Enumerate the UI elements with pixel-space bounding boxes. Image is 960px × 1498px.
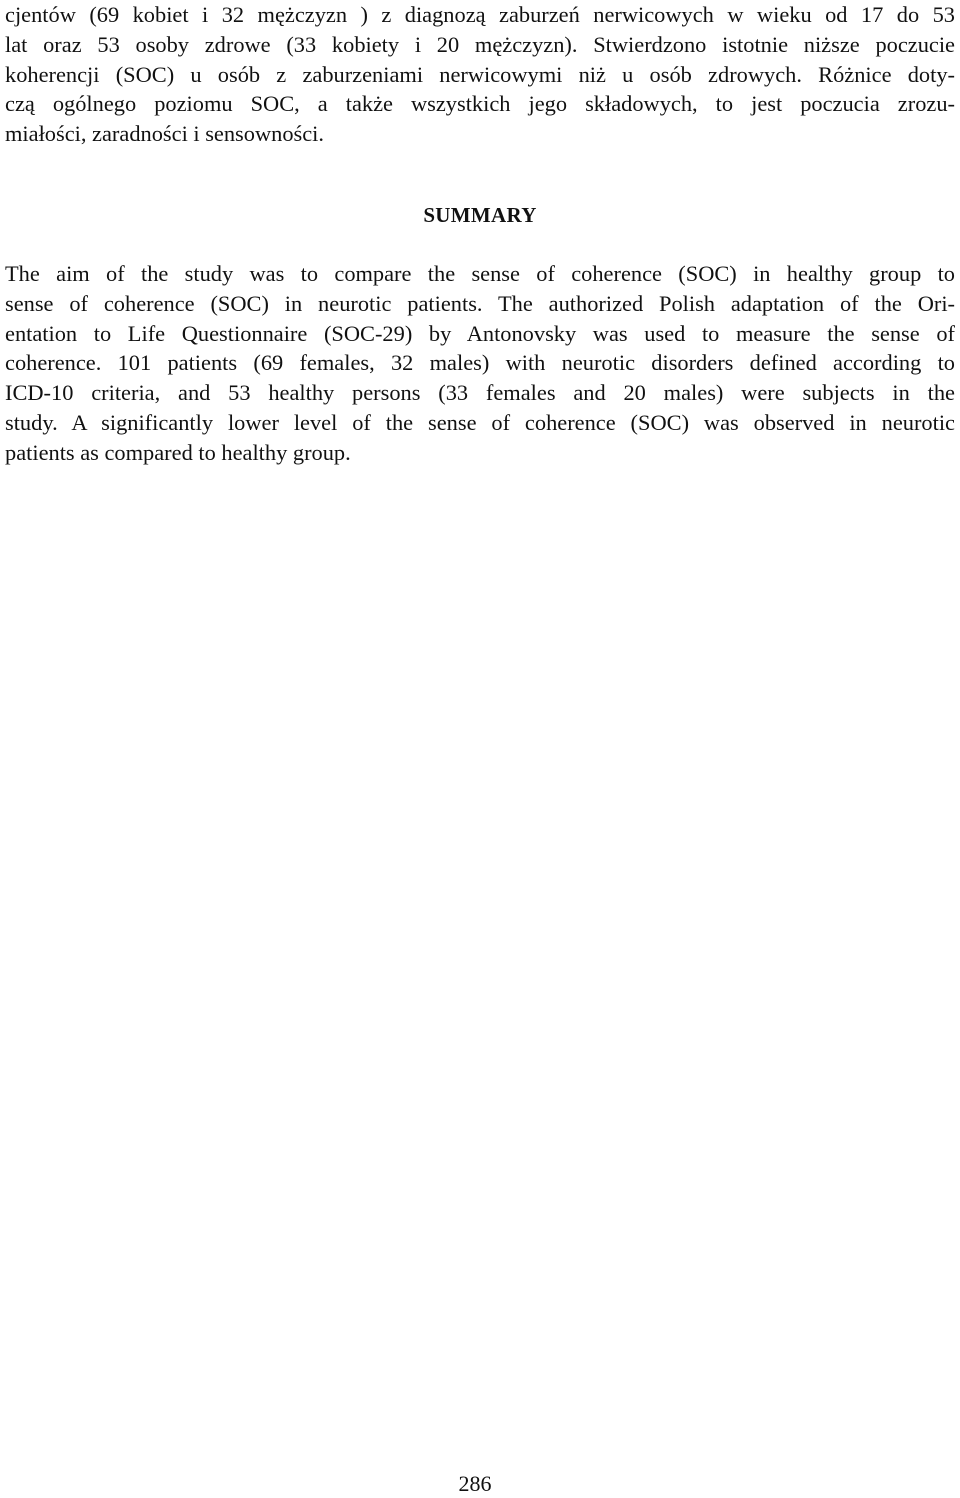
text-line: koherencji (SOC) u osób z zaburzeniami nerwicowymi niż u osób zdrowych. Różnice doty- (5, 61, 955, 87)
summary-heading: SUMMARY (423, 203, 537, 227)
text-line: czą ogólnego poziomu SOC, a także wszystkich jego składowych, to jest poczucia zrozu- (5, 91, 955, 117)
text-line: study. A significantly lower level of the sense of coherence (SOC) was observed in neurotic (5, 409, 955, 435)
summary-paragraph (5, 259, 955, 468)
text-line: The aim of the study was to compare the sense of coherence (SOC) in healthy group to (5, 261, 955, 286)
polish-abstract-paragraph (5, 0, 955, 149)
text-line: entation to Life Questionnaire (SOC-29) by Antonovsky was used to measure the sense of (5, 320, 955, 346)
page-number: 286 (458, 1471, 492, 1496)
text-line: patients as compared to healthy group. (5, 439, 351, 465)
text-line: miałości, zaradności i sensowności. (5, 121, 324, 147)
text-line: lat oraz 53 osoby zdrowe (33 kobiety i 20 mężczyzn). Stwierdzono istotnie niższe poczucie (5, 31, 955, 57)
text-line: cjentów (69 kobiet i 32 mężczyzn ) z diagnozą zaburzeń nerwicowych w wieku od 17 do 53 (5, 2, 955, 27)
text-line: sense of coherence (SOC) in neurotic patients. The authorized Polish adaptation of the Ori- (5, 290, 955, 316)
text-line: coherence. 101 patients (69 females, 32 males) with neurotic disorders defined according to (5, 350, 955, 376)
text-line: ICD-10 criteria, and 53 healthy persons (33 females and 20 males) were subjects in the (5, 380, 955, 406)
